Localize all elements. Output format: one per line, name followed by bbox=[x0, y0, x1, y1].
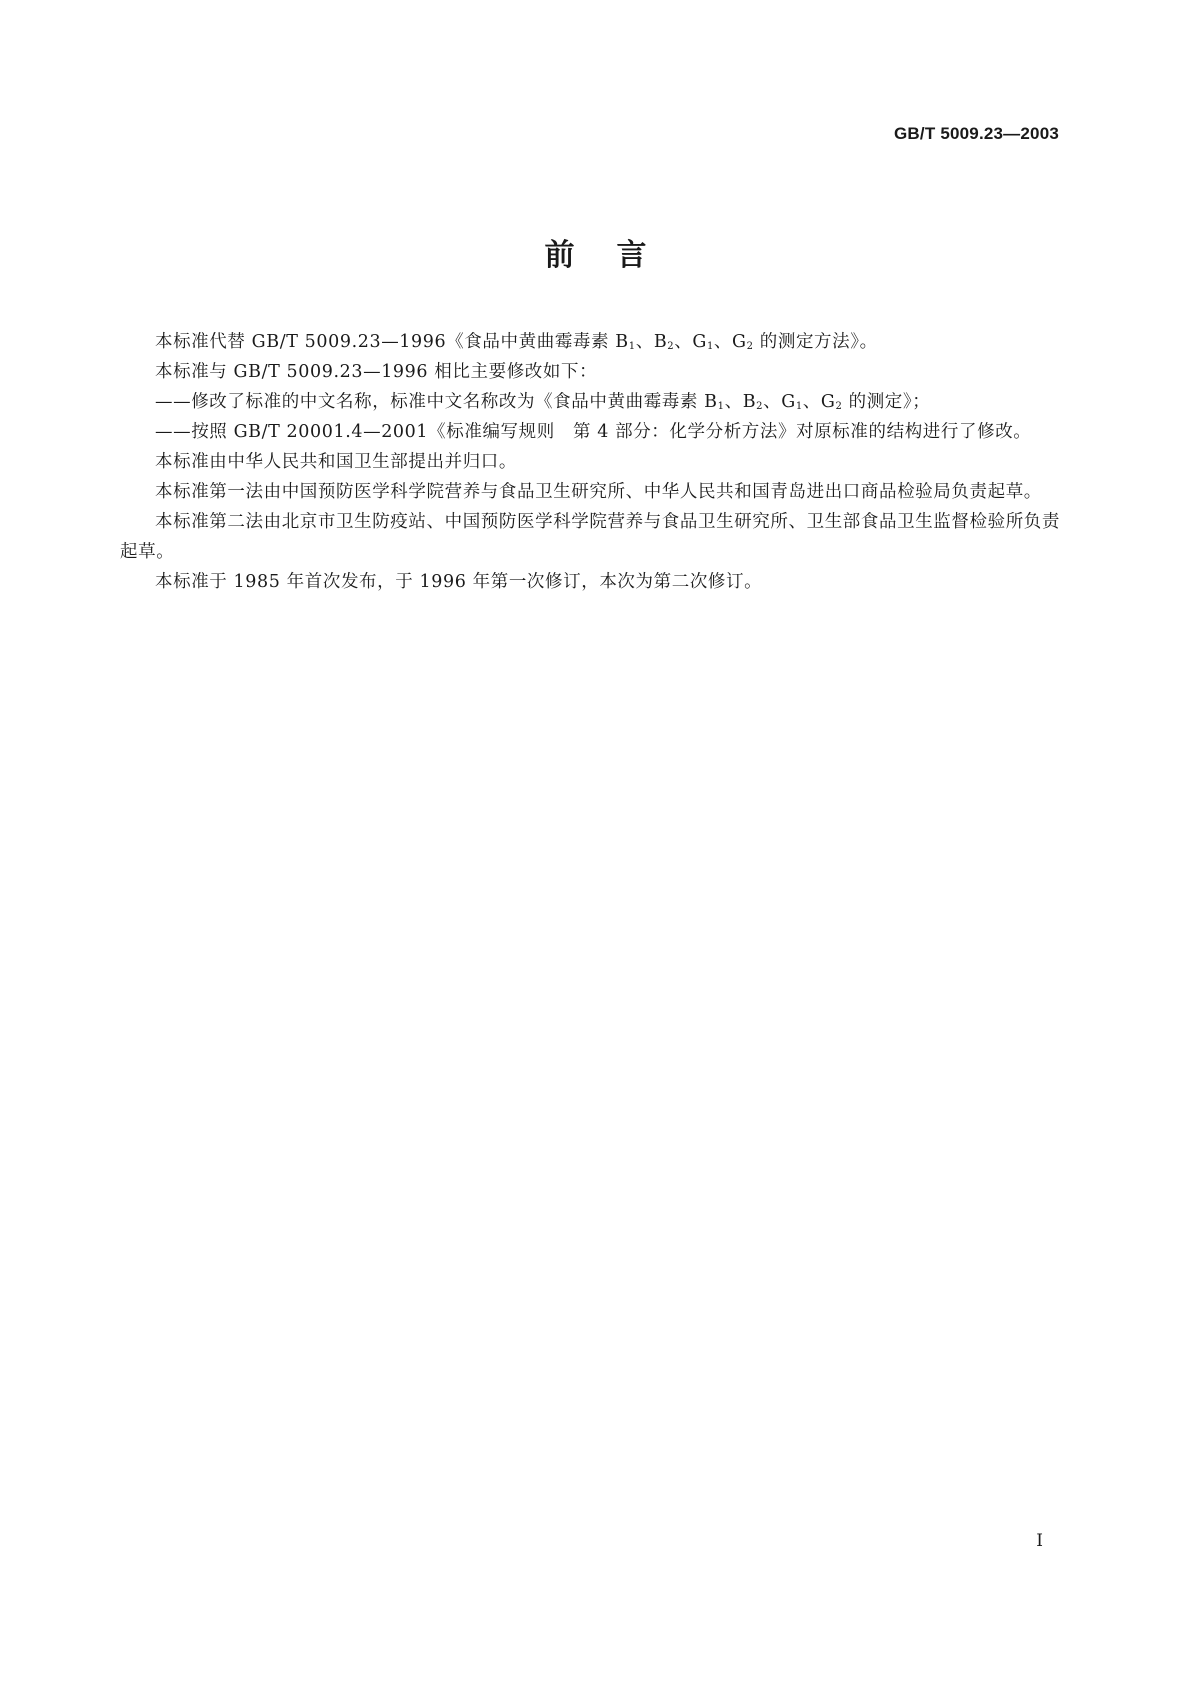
list-item-text: 按照 GB/T 20001.4—2001《标准编写规则 第 4 部分：化学分析方法》对原标准的结构进行了修改。 bbox=[191, 422, 1032, 442]
paragraph-history: 本标准于 1985 年首次发布，于 1996 年第一次修订，本次为第二次修订。 bbox=[155, 572, 763, 592]
dash-marker: —— bbox=[155, 422, 192, 442]
paragraph-method-two-drafters: 本标准第二法由北京市卫生防疫站、中国预防医学科学院营养与食品卫生研究所、卫生部食品卫生监督检验所负责起草。 bbox=[120, 512, 1060, 562]
list-item bbox=[120, 417, 1060, 447]
paragraph-method-one-drafters: 本标准第一法由中国预防医学科学院营养与食品卫生研究所、中华人民共和国青岛进出口商品检验局负责起草。 bbox=[155, 482, 1042, 502]
dash-marker: —— bbox=[155, 392, 192, 412]
standard-code: GB/T 5009.23—2003 bbox=[894, 124, 1059, 143]
page-number: I bbox=[1036, 1531, 1043, 1551]
paragraph-proposer: 本标准由中华人民共和国卫生部提出并归口。 bbox=[155, 452, 517, 472]
list-item bbox=[120, 387, 1060, 417]
page-title: 前言 bbox=[544, 238, 689, 273]
paragraph-changes-intro: 本标准与 GB/T 5009.23—1996 相比主要修改如下： bbox=[155, 362, 598, 382]
foreword-body bbox=[120, 327, 1060, 597]
paragraph-replaces: 本标准代替 GB/T 5009.23—1996《食品中黄曲霉毒素 $B_1$、$B_2$、$G_1$、$G_2$ 的测定方法》。 bbox=[155, 332, 878, 352]
list-item-text: 修改了标准的中文名称，标准中文名称改为《食品中黄曲霉毒素 $B_1$、$B_2$、$G_1$、$G_2$ 的测定》； bbox=[191, 392, 931, 412]
